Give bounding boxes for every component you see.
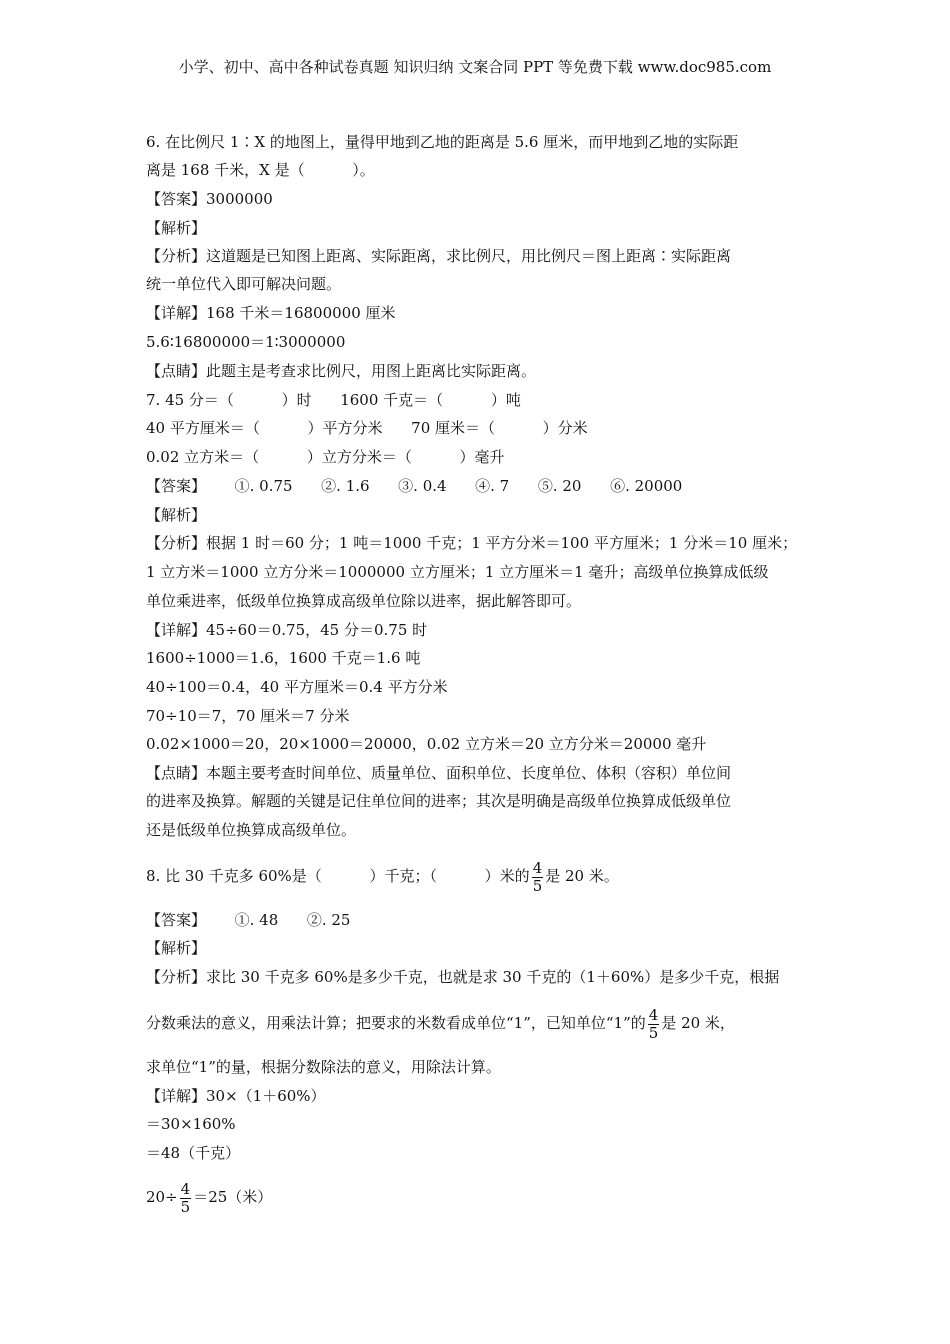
q8-line-1 <box>146 853 619 899</box>
q7-dianjing-1: 【点睛】本题主要考查时间单位、质量单位、面积单位、长度单位、体积（容积）单位间 <box>146 764 732 782</box>
q7-xiangjie-3: 40÷100＝0.4，40 平方厘米＝0.4 平方分米 <box>146 678 448 696</box>
q7-dianjing-2: 的进率及换算。解题的关键是记住单位间的进率；其次是明确是高级单位换算成低级单位 <box>146 792 732 810</box>
q6-fenxi-2: 统一单位代入即可解决问题。 <box>146 275 342 293</box>
q6-answer: 【答案】3000000 <box>146 190 273 208</box>
q8-fenxi-2 <box>146 1000 735 1046</box>
q7-xiangjie-2: 1600÷1000＝1.6，1600 千克＝1.6 吨 <box>146 649 421 667</box>
page-header: 小学、初中、高中各种试卷真题 知识归纳 文案合同 PPT 等免费下载 www.doc985.com <box>178 58 772 76</box>
fraction-denominator: 5 <box>532 876 543 895</box>
q6-line-2: 离是 168 千米，X 是（ ）。 <box>146 161 375 179</box>
q8-answer: 【答案】 ①. 48 ②. 25 <box>146 911 351 929</box>
fraction-four-fifths <box>648 1007 660 1042</box>
q6-xiangjie-1: 【详解】168 千米＝16800000 厘米 <box>146 304 396 322</box>
q6-jiexi: 【解析】 <box>146 219 207 237</box>
q7-jiexi: 【解析】 <box>146 506 207 524</box>
q6-dianjing: 【点睛】此题主是考查求比例尺，用图上距离比实际距离。 <box>146 362 537 380</box>
q7-fenxi-2: 1 立方米＝1000 立方分米＝1000000 立方厘米；1 立方厘米＝1 毫升；高级单位换算成低级 <box>146 563 769 581</box>
q8-line-1-text-b: 是 20 米。 <box>545 867 619 885</box>
q8-xiangjie-4 <box>146 1174 272 1220</box>
q8-fenxi-2-text-b: 是 20 米， <box>661 1014 735 1032</box>
fraction-denominator: 5 <box>180 1197 191 1216</box>
fraction-numerator: 4 <box>532 858 543 877</box>
fraction-denominator: 5 <box>648 1023 659 1042</box>
q6-xiangjie-2: 5.6∶16800000＝1∶3000000 <box>146 333 346 351</box>
q8-jiexi: 【解析】 <box>146 939 207 957</box>
fraction-four-fifths <box>180 1181 192 1216</box>
fraction-numerator: 4 <box>180 1179 191 1198</box>
q7-fenxi-3: 单位乘进率，低级单位换算成高级单位除以进率，据此解答即可。 <box>146 592 582 610</box>
q7-dianjing-3: 还是低级单位换算成高级单位。 <box>146 821 357 839</box>
q6-fenxi-1: 【分析】这道题是已知图上距离、实际距离，求比例尺，用比例尺＝图上距离∶实际距离 <box>146 247 732 265</box>
q8-xiangjie-1: 【详解】30×（1＋60%） <box>146 1087 326 1105</box>
q7-line-2: 40 平方厘米＝（ ）平方分米 70 厘米＝（ ）分米 <box>146 419 588 437</box>
q8-xiangjie-3: ＝48（千克） <box>146 1144 241 1162</box>
q8-xiangjie-4-text-b: ＝25（米） <box>193 1188 273 1206</box>
q7-answer: 【答案】 ①. 0.75 ②. 1.6 ③. 0.4 ④. 7 ⑤. 20 ⑥. 20000 <box>146 477 683 495</box>
fraction-four-fifths <box>532 860 544 895</box>
q8-fenxi-3: 求单位“1”的量，根据分数除法的意义，用除法计算。 <box>146 1058 501 1076</box>
q8-xiangjie-4-text-a: 20÷ <box>146 1188 178 1206</box>
q8-line-1-text-a: 8. 比 30 千克多 60%是（ ）千克；（ ）米的 <box>146 867 530 885</box>
q8-fenxi-1: 【分析】求比 30 千克多 60%是多少千克，也就是求 30 千克的（1＋60%）是多少千克，根据 <box>146 968 780 986</box>
q7-xiangjie-1: 【详解】45÷60＝0.75，45 分＝0.75 时 <box>146 621 428 639</box>
q7-line-3: 0.02 立方米＝（ ）立方分米＝（ ）毫升 <box>146 448 505 466</box>
fraction-numerator: 4 <box>648 1005 659 1024</box>
q8-fenxi-2-text-a: 分数乘法的意义，用乘法计算；把要求的米数看成单位“1”，已知单位“1”的 <box>146 1014 646 1032</box>
q6-line-1: 6. 在比例尺 1∶X 的地图上，量得甲地到乙地的距离是 5.6 厘米，而甲地到乙地的实际距 <box>146 133 739 151</box>
q7-xiangjie-4: 70÷10＝7，70 厘米＝7 分米 <box>146 707 350 725</box>
q7-fenxi-1: 【分析】根据 1 时＝60 分；1 吨＝1000 千克；1 平方分米＝100 平方厘米；1 分米＝10 厘米； <box>146 534 798 552</box>
q8-xiangjie-2: ＝30×160% <box>146 1115 236 1133</box>
q7-line-1: 7. 45 分＝（ ）时 1600 千克＝（ ）吨 <box>146 391 521 409</box>
q7-xiangjie-5: 0.02×1000＝20，20×1000＝20000，0.02 立方米＝20 立方分米＝20000 毫升 <box>146 735 707 753</box>
